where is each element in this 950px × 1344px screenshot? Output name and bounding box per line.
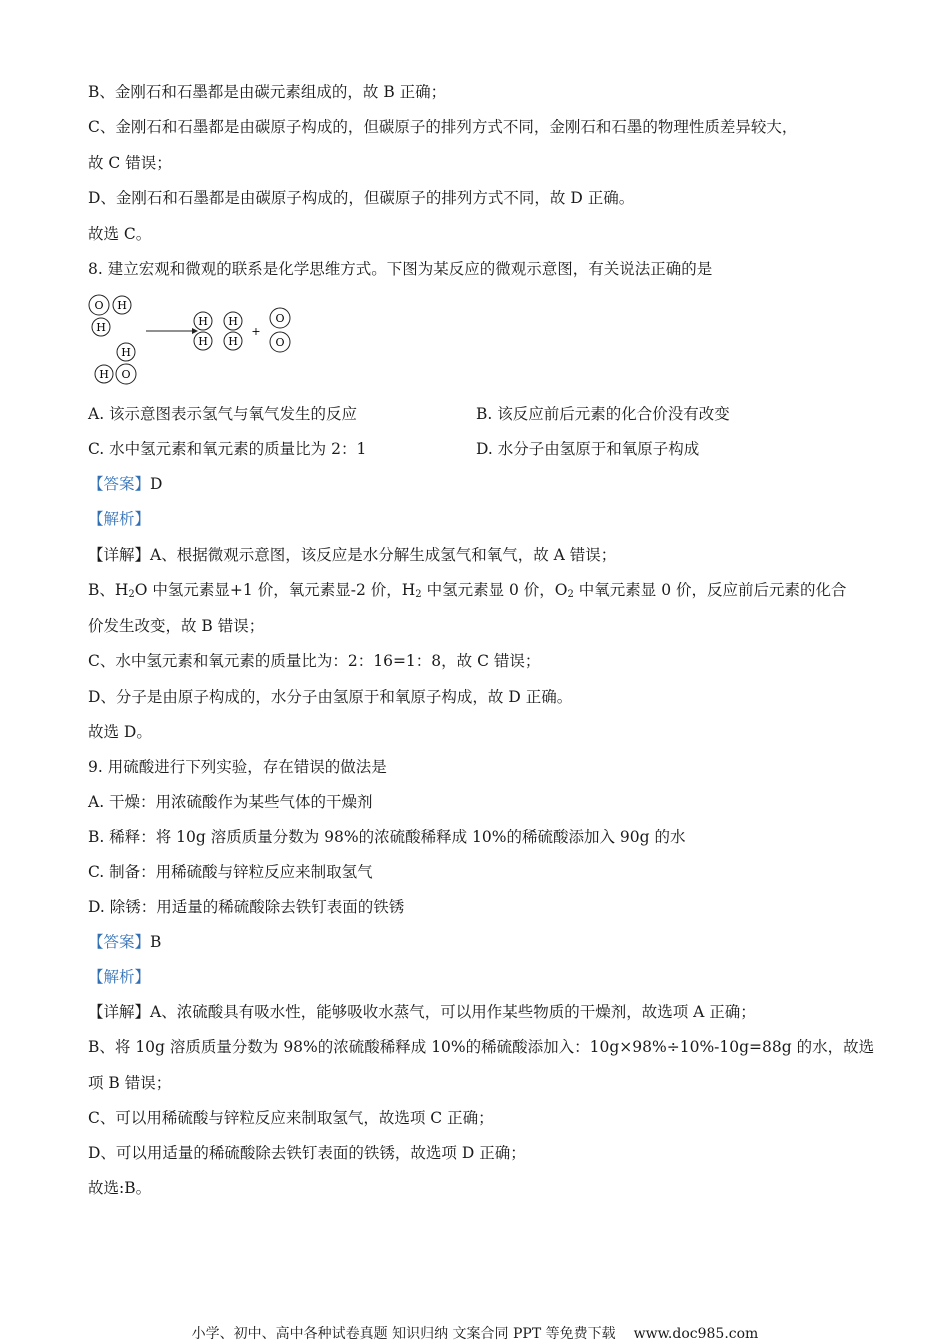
atom-o: O xyxy=(275,336,285,349)
atom-h: H xyxy=(121,346,131,359)
answer-value: D xyxy=(150,475,163,493)
q8-choice: 故选 D。 xyxy=(88,723,152,741)
q8-stem: 8. 建立宏观和微观的联系是化学思维方式。下图为某反应的微观示意图，有关说法正确的是 xyxy=(88,260,713,278)
q8-option-d: D. 水分子由氢原于和氧原子构成 xyxy=(476,440,700,458)
q8-answer xyxy=(88,474,162,494)
q9-detail-a: 【详解】A、浓硫酸具有吸水性，能够吸收水蒸气，可以用作某些物质的干燥剂，故选项 A 正确； xyxy=(88,1003,756,1021)
water-molecule-2 xyxy=(95,343,136,384)
q8-option-c: C. 水中氢元素和氧元素的质量比为 2：1 xyxy=(88,440,367,458)
reaction-micro-diagram xyxy=(84,290,314,390)
q9-analysis-tag: 【解析】 xyxy=(88,968,151,986)
detail-tag: 【详解】 xyxy=(88,1003,151,1021)
atom-o: O xyxy=(121,368,131,381)
q8-option-a: A. 该示意图表示氢气与氧气发生的反应 xyxy=(88,405,358,423)
atom-h: H xyxy=(96,321,106,334)
q8-detail-d: D、分子是由原子构成的，水分子由氢原于和氧原子构成，故 D 正确。 xyxy=(88,688,573,706)
footer-link[interactable]: www.doc985.com xyxy=(633,1326,759,1342)
q9-option-d: D. 除锈：用适量的稀硫酸除去铁钉表面的铁锈 xyxy=(88,898,405,916)
q9-detail-b-line2: 项 B 错误； xyxy=(88,1074,172,1092)
q9-answer xyxy=(88,932,161,952)
q8-detail-b-line1: B、$H_2O$ 中氢元素显+1 价，氧元素显-2 价，$H_2$ 中氢元素显 0 价，$O_2$ 中氧元素显 0 价，反应前后元素的化合 xyxy=(88,581,847,600)
q8-detail-c: C、水中氢元素和氧元素的质量比为：2：16=1：8，故 C 错误； xyxy=(88,652,541,670)
q9-detail-b-line1: B、将 10g 溶质质量分数为 98%的浓硫酸稀释成 10%的稀硫酸添加入：10g×98%÷10%-10g=88g 的水，故选 xyxy=(88,1038,875,1056)
q8-detail-b-line2: 价发生改变，故 B 错误； xyxy=(88,617,265,635)
q9-option-c: C. 制备：用稀硫酸与锌粒反应来制取氢气 xyxy=(88,863,373,881)
answer-tag: 【答案】 xyxy=(88,475,151,493)
reaction-arrow-icon xyxy=(146,328,198,334)
atom-h: H xyxy=(228,335,238,348)
q8-detail-a: 【详解】A、根据微观示意图，该反应是水分解生成氢气和氧气，故 A 错误； xyxy=(88,546,617,564)
page-footer xyxy=(0,1325,950,1343)
q9-detail-d: D、可以用适量的稀硫酸除去铁钉表面的铁锈，故选项 D 正确； xyxy=(88,1144,526,1162)
q8-option-b: B. 该反应前后元素的化合价没有改变 xyxy=(476,405,730,423)
q9-detail-c: C、可以用稀硫酸与锌粒反应来制取氢气，故选项 C 正确； xyxy=(88,1109,494,1127)
q7-choice: 故选 C。 xyxy=(88,225,152,243)
footer-text: 小学、初中、高中各种试卷真题 知识归纳 文案合同 PPT 等免费下载 xyxy=(191,1326,616,1342)
q9-stem: 9. 用硫酸进行下列实验，存在错误的做法是 xyxy=(88,758,387,776)
hydrogen-molecule-2 xyxy=(224,312,242,350)
q8-analysis-tag: 【解析】 xyxy=(88,510,151,528)
q7-explanation-b: B、金刚石和石墨都是由碳元素组成的，故 B 正确； xyxy=(88,83,447,101)
plus-sign: + xyxy=(251,325,261,338)
answer-value: B xyxy=(150,933,162,951)
atom-h: H xyxy=(117,299,127,312)
q9-option-a: A. 干燥：用浓硫酸作为某些气体的干燥剂 xyxy=(88,793,373,811)
detail-tag: 【详解】 xyxy=(88,546,151,564)
atom-h: H xyxy=(228,315,238,328)
atom-o: O xyxy=(275,312,285,325)
q7-explanation-d: D、金刚石和石墨都是由碳原子构成的，但碳原子的排列方式不同，故 D 正确。 xyxy=(88,189,635,207)
oxygen-molecule xyxy=(270,308,290,352)
atom-h: H xyxy=(198,335,208,348)
q7-explanation-c-line1: C、金刚石和石墨都是由碳原子构成的，但碳原子的排列方式不同，金刚石和石墨的物理性质差异较大， xyxy=(88,118,798,136)
atom-h: H xyxy=(198,315,208,328)
q7-explanation-c-line2: 故 C 错误； xyxy=(88,154,172,172)
atom-o: O xyxy=(94,299,104,312)
q9-choice: 故选:B。 xyxy=(88,1179,152,1197)
atom-h: H xyxy=(99,368,109,381)
water-molecule-1 xyxy=(89,295,131,336)
answer-tag: 【答案】 xyxy=(88,933,151,951)
q9-option-b: B. 稀释：将 10g 溶质质量分数为 98%的浓硫酸稀释成 10%的稀硫酸添加入 90g 的水 xyxy=(88,828,686,846)
